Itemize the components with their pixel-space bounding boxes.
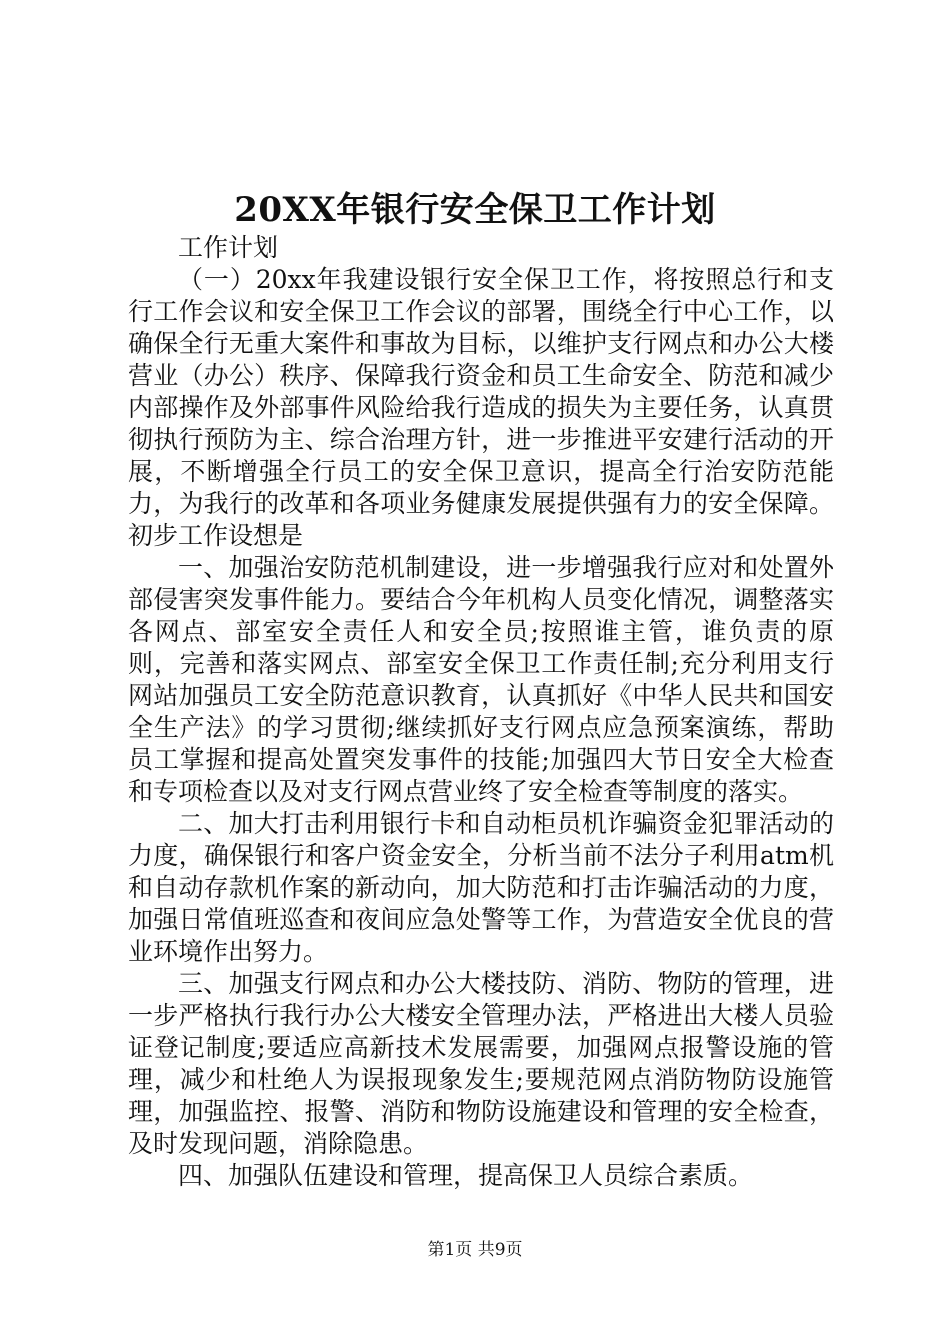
paragraph-item-1: 一、加强治安防范机制建设，进一步增强我行应对和处置外部侵害突发事件能力。要结合今年机构人员变化情况，调整落实各网点、部室安全责任人和安全员;按照谁主管，谁负责的原则，完善和落实网点、部室安全保卫工作责任制;充分利用支行网站加强员工安全防范意识教育，认真抓好《中华人民共和国安全生产法》的学习贯彻;继续抓好支行网点应急预案演练，帮助员工掌握和提高处置突发事件的技能;加强四大节日安全大检查和专项检查以及对支行网点营业终了安全检查等制度的落实。 [128,553,834,806]
paragraph-intro: （一）20xx年我建设银行安全保卫工作，将按照总行和支行工作会议和安全保卫工作会议的部署，围绕全行中心工作，以确保全行无重大案件和事故为目标，以维护支行网点和办公大楼营业（办公）秩序、保障我行资金和员工生命安全、防范和减少内部操作及外部事件风险给我行造成的损失为主要任务，认真贯彻执行预防为主、综合治理方针，进一步推进平安建行活动的开展，不断增强全行员工的安全保卫意识，提高全行治安防范能力，为我行的改革和各项业务健康发展提供强有力的安全保障。初步工作设想是 [128,265,834,550]
paragraph-heading: 工作计划 [178,233,279,262]
document-title: 20XX年银行安全保卫工作计划 [234,190,716,230]
paragraph-item-2: 二、加大打击利用银行卡和自动柜员机诈骗资金犯罪活动的力度，确保银行和客户资金安全，分析当前不法分子利用atm机和自动存款机作案的新动向，加大防范和打击诈骗活动的力度，加强日常值班巡查和夜间应急处警等工作，为营造安全优良的营业环境作出努力。 [128,809,834,966]
document-body [128,232,834,1192]
paragraph-item-3: 三、加强支行网点和办公大楼技防、消防、物防的管理，进一步严格执行我行办公大楼安全管理办法，严格进出大楼人员验证登记制度;要适应高新技术发展需要，加强网点报警设施的管理，减少和杜绝人为误报现象发生;要规范网点消防物防设施管理，加强监控、报警、消防和物防设施建设和管理的安全检查，及时发现问题，消除隐患。 [128,969,834,1158]
paragraph-item-4: 四、加强队伍建设和管理，提高保卫人员综合素质。 [178,1161,754,1190]
page-number-footer: 第1页 共9页 [427,1240,523,1260]
